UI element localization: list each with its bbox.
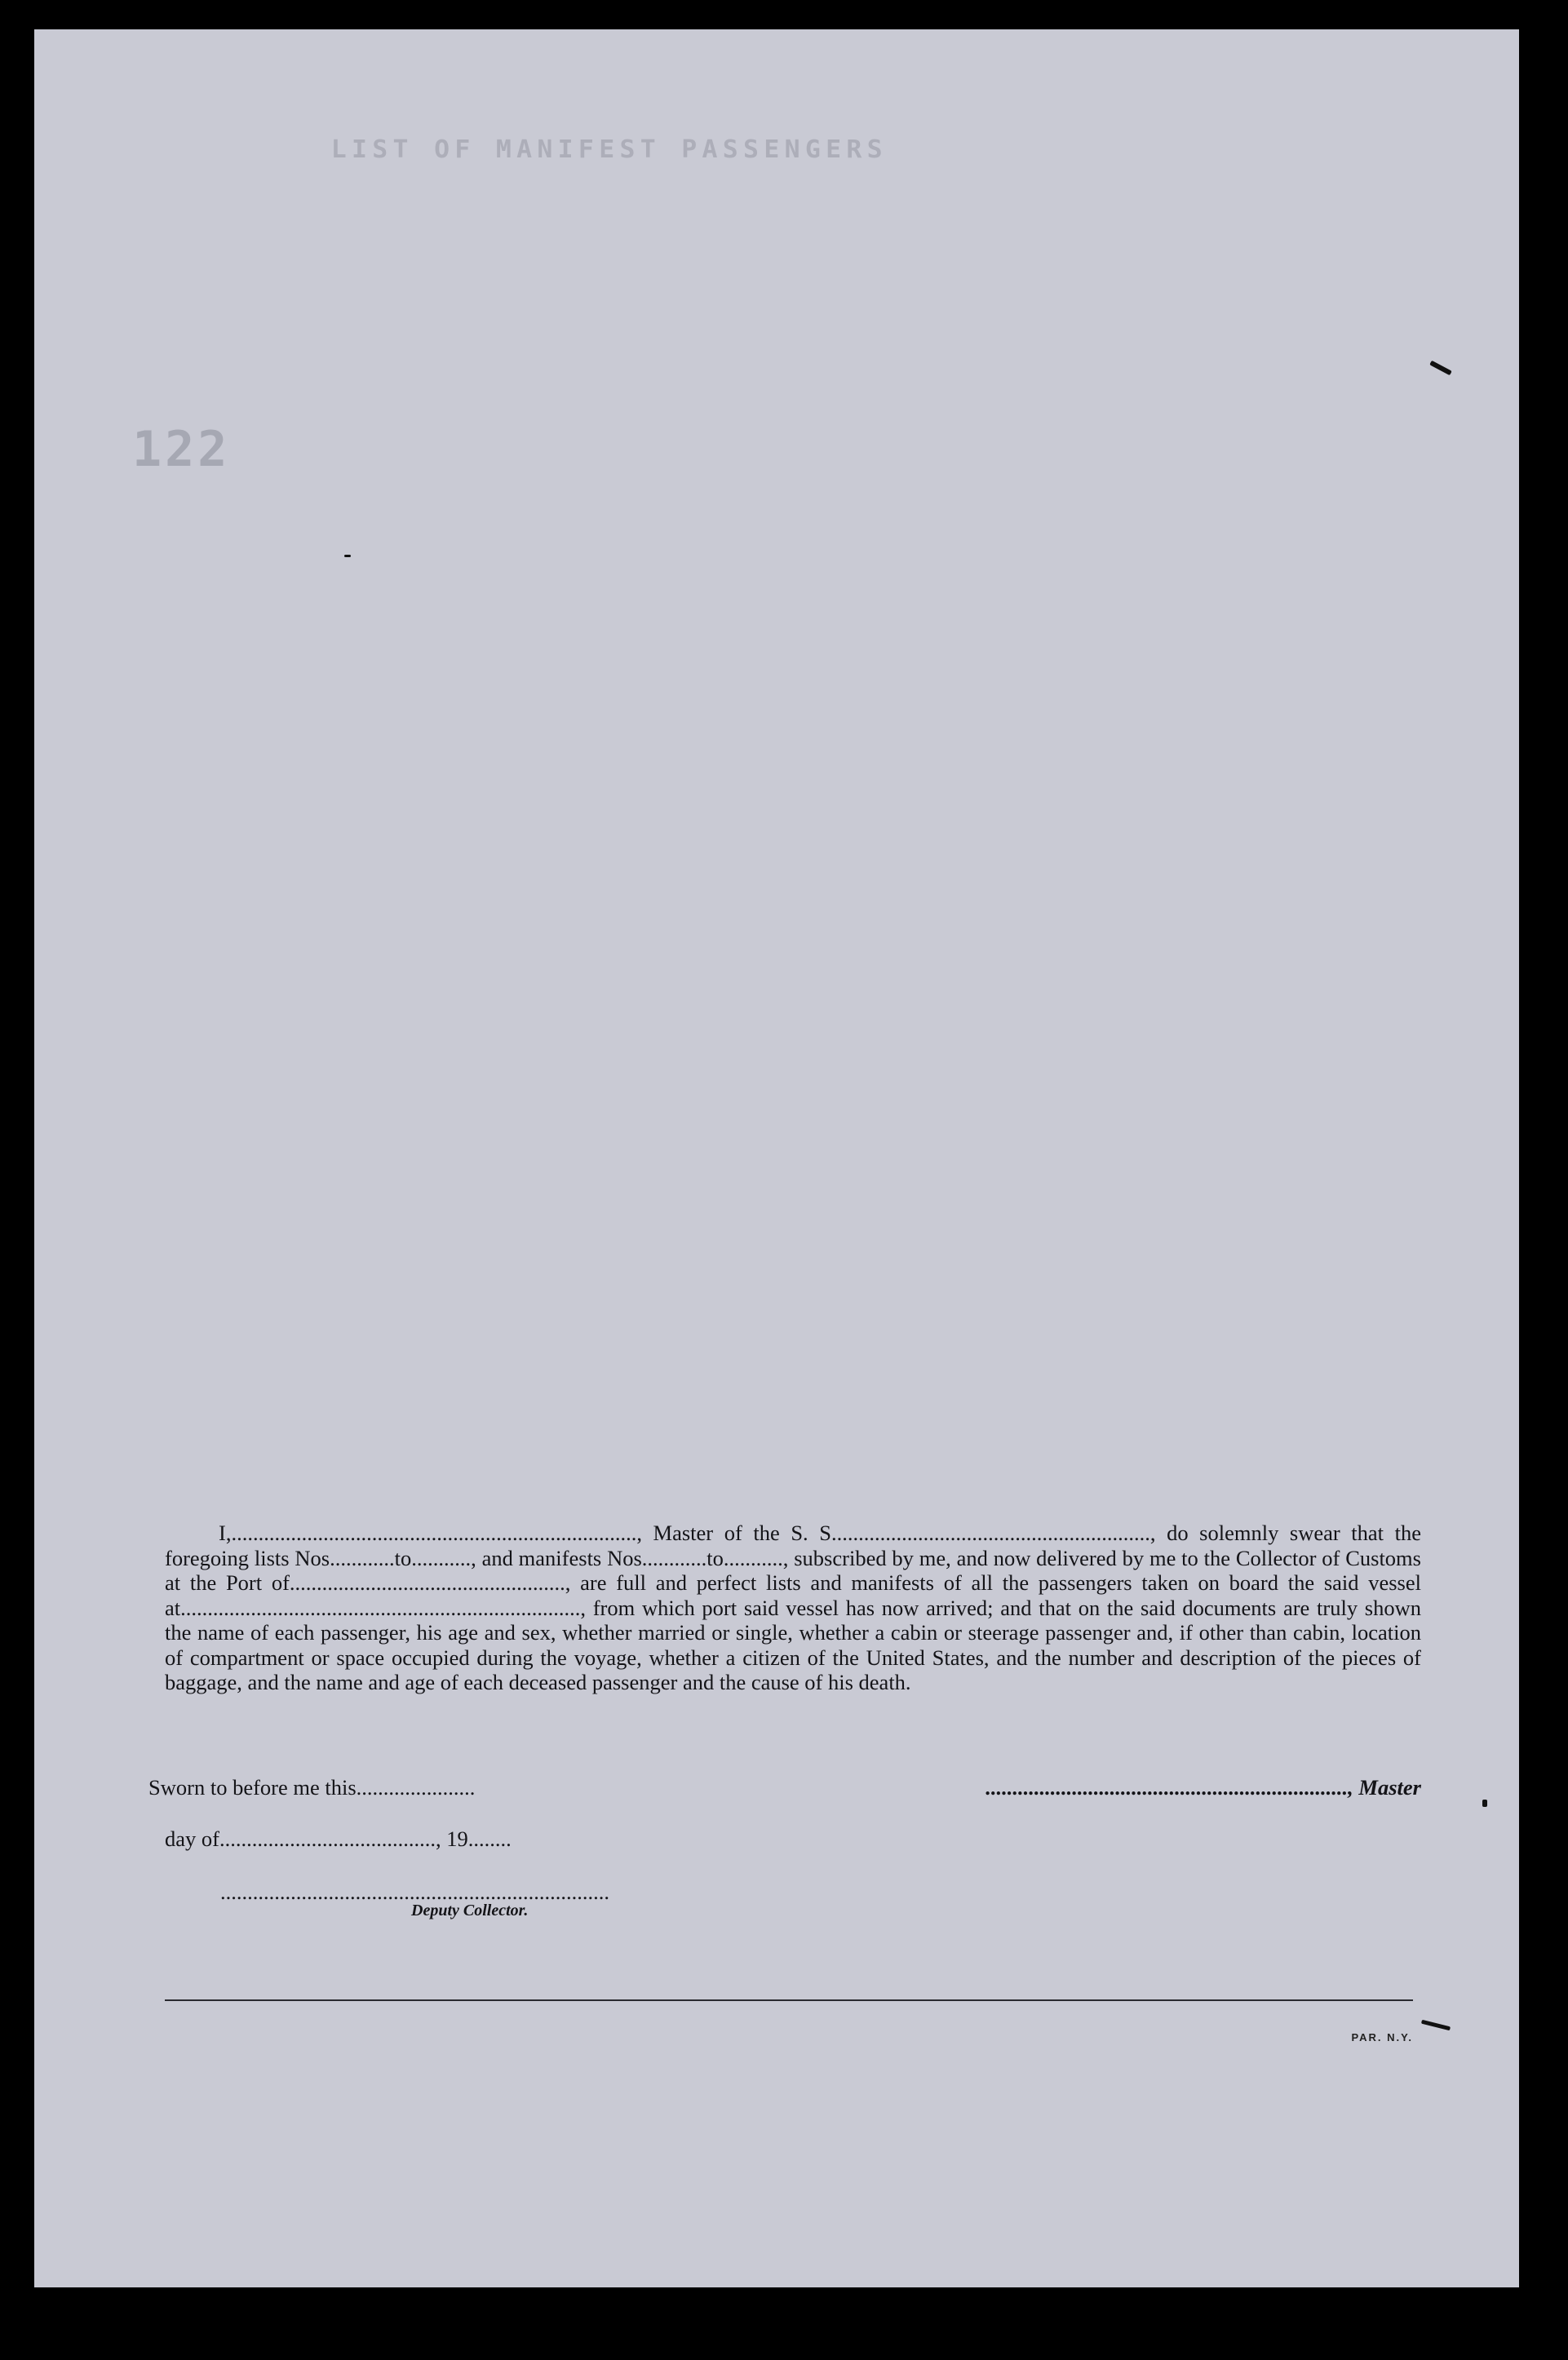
document-page bbox=[34, 29, 1519, 2287]
oath-text: I,..........................................................................., Master of the S. S..........................................................., do solemnly swear that the foregoing lists Nos............to..........., and manifests Nos............to..........., subscribed by me, and now delivered by me to the Collector of Customs at the Port of..................................................., are full and perfect lists and manifests of all the passengers taken on board the said vessel at.........................................................................., from which port said vessel has now arrived; and that on the said documents are truly shown the name of each passenger, his age and sex, whether married or single, whether a cabin or steerage passenger and, if other than cabin, location of compartment or space occupied during the voyage, whether a citizen of the United States, and the number and description of the pieces of baggage, and the name and age of each deceased passenger and the cause of his death. bbox=[165, 1521, 1421, 1694]
speck bbox=[344, 555, 351, 557]
faded-header-text: LIST OF MANIFEST PASSENGERS bbox=[330, 135, 888, 164]
edge-mark bbox=[1421, 2020, 1451, 2031]
deputy-signature-dots: ........................................................................ bbox=[220, 1880, 609, 1904]
oath-paragraph bbox=[165, 1521, 1421, 1695]
faded-page-number: 122 bbox=[132, 421, 231, 478]
deputy-collector-label: Deputy Collector. bbox=[411, 1902, 529, 1919]
horizontal-rule bbox=[165, 1999, 1413, 2001]
speck bbox=[1482, 1800, 1487, 1807]
edge-mark bbox=[1429, 361, 1452, 375]
printer-mark: PAR. N.Y. bbox=[1351, 2031, 1413, 2043]
sworn-line: Sworn to before me this...................... bbox=[148, 1775, 476, 1800]
master-signature-line: ..................................................................., Master bbox=[986, 1775, 1421, 1800]
date-line: day of........................................, 19........ bbox=[165, 1826, 512, 1851]
